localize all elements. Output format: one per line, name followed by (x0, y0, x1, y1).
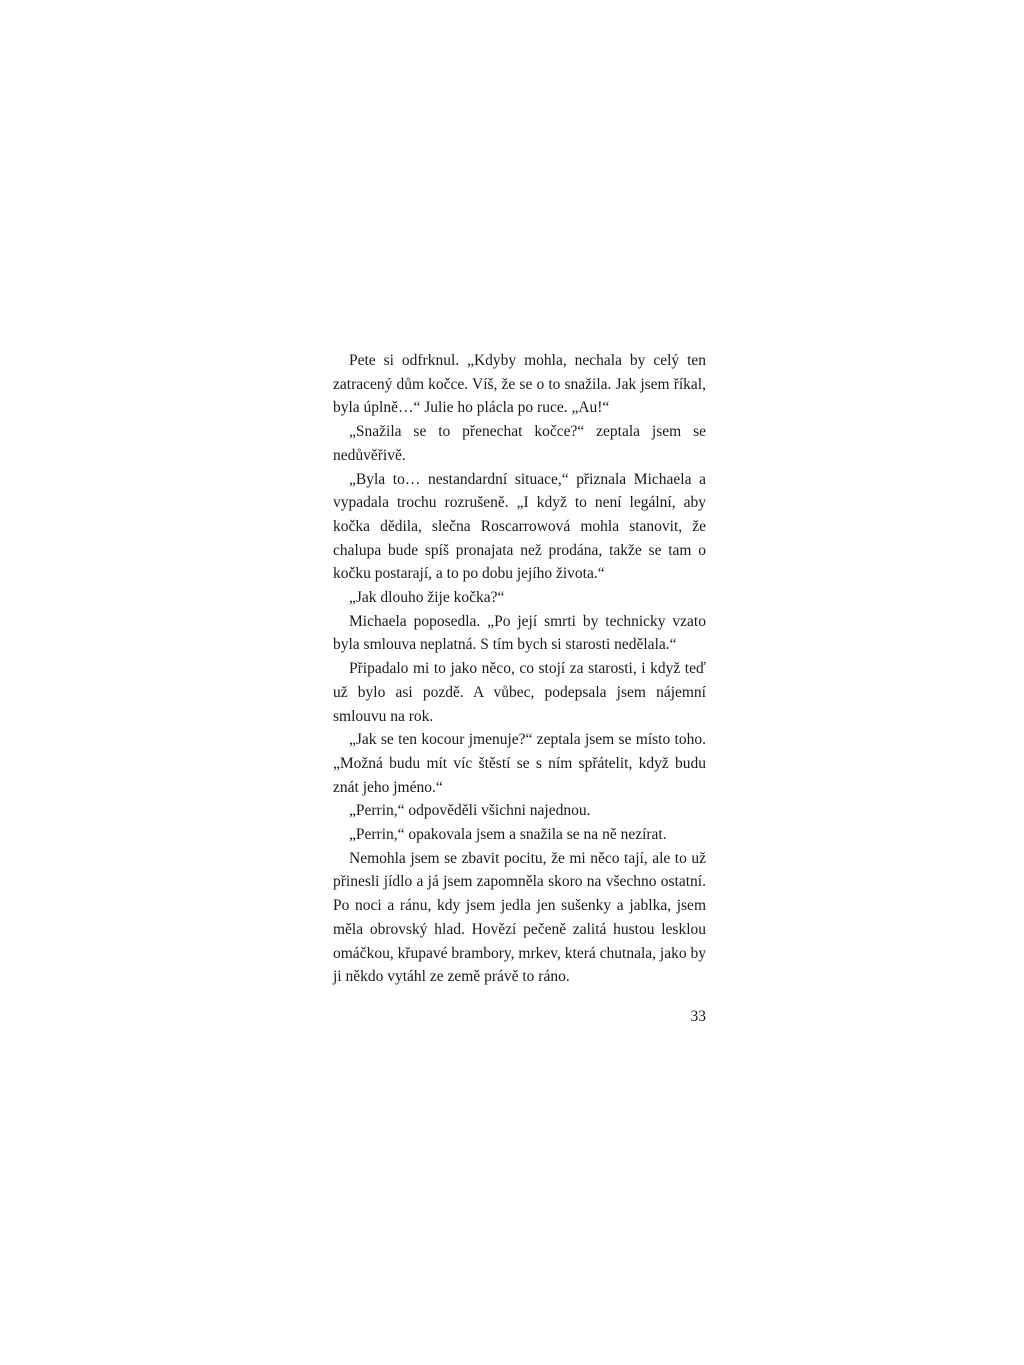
paragraph: Připadalo mi to jako něco, co stojí za starosti, i když teď už bylo asi pozdě. A vůbec, podepsala jsem nájemní smlouvu na rok. (333, 660, 706, 725)
paragraph: „Byla to… nestandardní situace,“ přiznala Michaela a vypadala trochu rozrušeně. „I když to není legální, aby kočka dědila, slečna Roscarrowová mohla stanovit, že chalupa bude spíš pronajata než prodána, takže se tam o kočku postarají, a to po dobu jejího života.“ (333, 470, 706, 583)
paragraph: „Jak dlouho žije kočka?“ (349, 589, 505, 607)
page-number: 33 (690, 1008, 706, 1025)
body-text (333, 349, 706, 989)
paragraph: „Snažila se to přenechat kočce?“ zeptala jsem se nedůvěřivě. (333, 423, 706, 464)
paragraph: „Jak se ten kocour jmenuje?“ zeptala jsem se místo toho. „Možná budu mít víc štěstí se s ním spřátelit, když budu znát jeho jméno.“ (333, 731, 706, 796)
paragraph: „Perrin,“ odpověděli všichni najednou. (349, 802, 591, 820)
paragraph: Nemohla jsem se zbavit pocitu, že mi něco tají, ale to už přinesli jídlo a já jsem zapomněla skoro na všechno ostatní. Po noci a ránu, kdy jsem jedla jen sušenky a jablka, jsem měla obrovský hlad. Hovězí pečeně zalitá hustou lesklou omáčkou, křupavé brambory, mrkev, která chutnala, jako by ji někdo vytáhl ze země právě to ráno. (333, 849, 706, 986)
paragraph: Pete si odfrknul. „Kdyby mohla, nechala by celý ten zatracený dům kočce. Víš, že se o to snažila. Jak jsem říkal, byla úplně…“ Julie ho plácla po ruce. „Au!“ (333, 352, 706, 417)
paragraph: Michaela poposedla. „Po její smrti by technicky vzato byla smlouva neplatná. S tím bych si starosti nedělala.“ (333, 612, 706, 654)
paragraph: „Perrin,“ opakovala jsem a snažila se na ně nezírat. (349, 826, 667, 844)
